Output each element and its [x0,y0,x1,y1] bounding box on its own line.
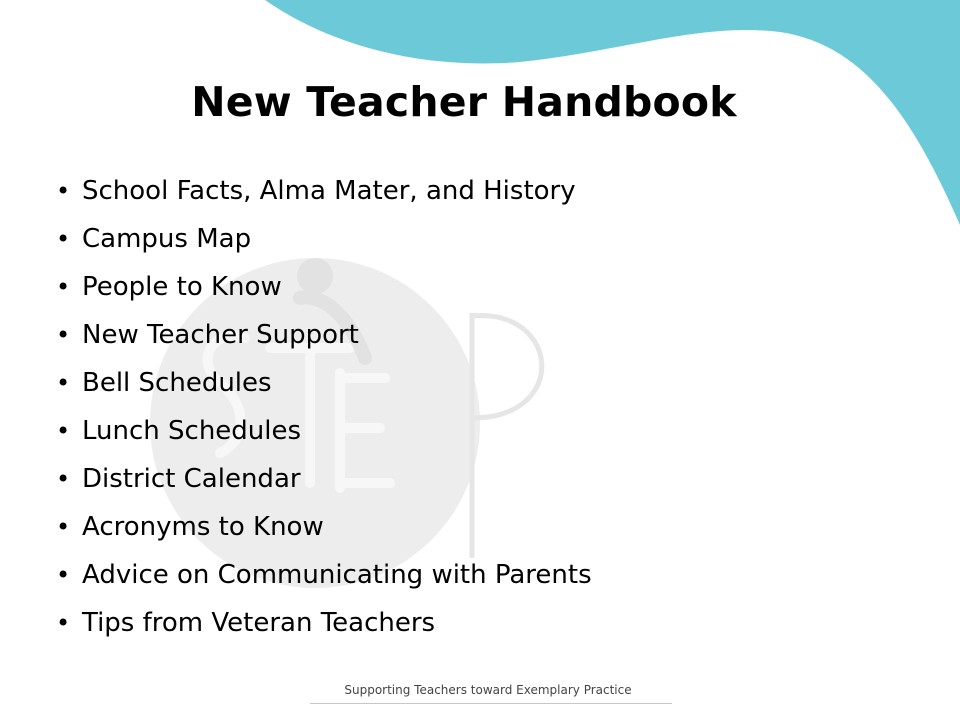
list-item [56,560,592,608]
footer-divider [310,703,672,704]
list-item [56,272,592,320]
list-item [56,320,592,368]
slide-title: New Teacher Handbook [191,78,737,126]
list-item-text: District Calendar [82,464,301,494]
list-item-text: Acronyms to Know [82,512,324,542]
bullet-icon: • [56,561,71,589]
list-item [56,368,592,416]
bullet-icon: • [56,465,71,493]
bullet-icon: • [56,513,71,541]
list-item-text: Bell Schedules [82,368,272,398]
bullet-icon: • [56,225,71,253]
list-item [56,224,592,272]
bullet-icon: • [56,177,71,205]
list-item-text: Tips from Veteran Teachers [82,608,436,638]
bullet-icon: • [56,273,71,301]
list-item [56,512,592,560]
list-item-text: Campus Map [82,224,252,254]
footer-tagline: Supporting Teachers toward Exemplary Practice [344,683,632,697]
list-item [56,176,592,224]
list-item [56,416,592,464]
list-item-text: School Facts, Alma Mater, and History [82,176,576,206]
list-item [56,464,592,512]
bullet-list [56,176,592,656]
list-item-text: Lunch Schedules [82,416,302,446]
bullet-icon: • [56,417,71,445]
list-item-text: People to Know [82,272,282,302]
list-item [56,608,592,656]
bullet-icon: • [56,609,71,637]
list-item-text: Advice on Communicating with Parents [82,560,592,590]
bullet-icon: • [56,321,71,349]
bullet-icon: • [56,369,71,397]
list-item-text: New Teacher Support [82,320,359,350]
